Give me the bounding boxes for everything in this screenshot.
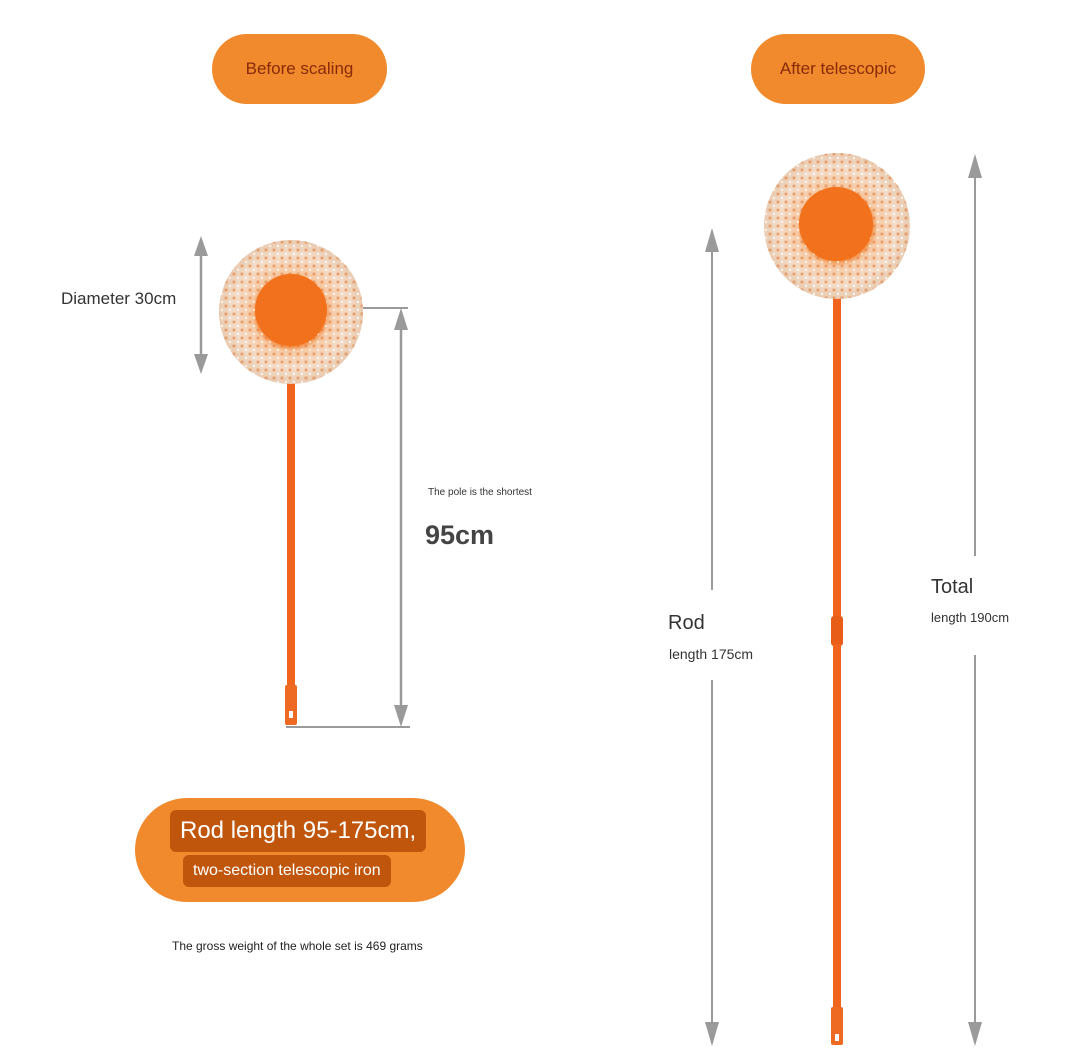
rod-title: Rod	[668, 612, 705, 634]
after-telescopic-label: After telescopic	[779, 59, 897, 78]
total-length-dimension-arrow	[968, 154, 982, 1046]
mop-short	[219, 240, 363, 725]
mop-extended	[764, 153, 910, 1045]
pole-length-value: 95cm	[425, 520, 495, 550]
diameter-label: Diameter 30cm	[61, 289, 177, 308]
pole-shortest-note: The pole is the shortest	[428, 487, 532, 498]
rod-length-dimension-arrow	[705, 228, 719, 1046]
telescopic-iron-subline: two-section telescopic iron	[183, 855, 391, 887]
rod-length-headline: Rod length 95-175cm,	[170, 810, 426, 852]
gross-weight-note: The gross weight of the whole set is 469 grams	[172, 939, 423, 953]
diameter-dimension-arrow	[194, 236, 208, 374]
before-scaling-label: Before scaling	[245, 59, 354, 78]
rod-length-value: length 175cm	[669, 646, 754, 662]
total-title: Total	[931, 576, 974, 598]
total-length-value: length 190cm	[931, 610, 1010, 625]
